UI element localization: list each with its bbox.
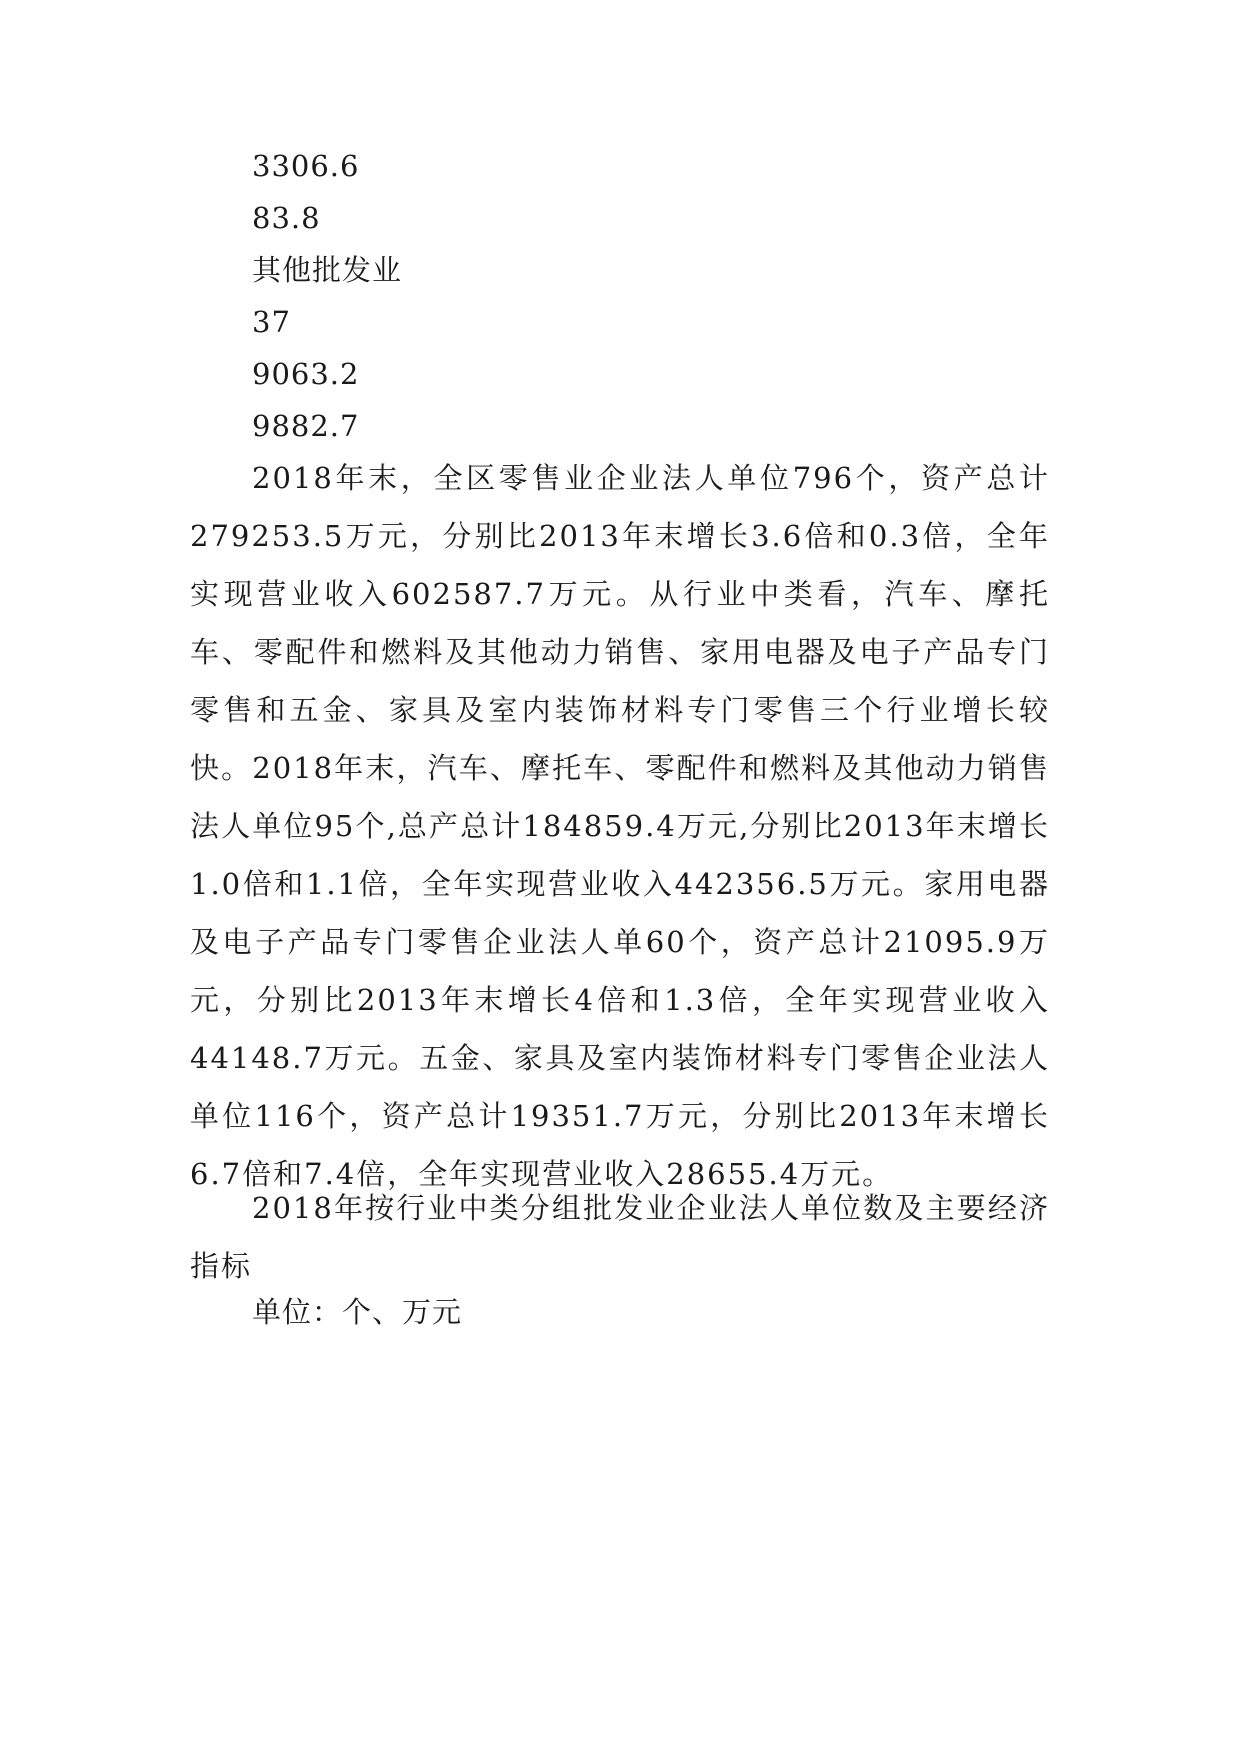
table-value: 37: [252, 305, 291, 339]
table-value: 9063.2: [252, 357, 360, 391]
retail-summary-paragraph: 2018年末，全区零售业企业法人单位796个，资产总计279253.5万元，分别比2013年末增长3.6倍和0.3倍，全年实现营业收入602587.7万元。从行业中类看，汽车、摩托车、零配件和燃料及其他动力销售、家用电器及电子产品专门零售和五金、家具及室内装饰材料专门零售三个行业增长较快。2018年末，汽车、摩托车、零配件和燃料及其他动力销售法人单位95个,总产总计184859.4万元,分别比2013年末增长1.0倍和1.1倍，全年实现营业收入442356.5万元。家用电器及电子产品专门零售企业法人单60个，资产总计21095.9万元，分别比2013年末增长4倍和1.3倍，全年实现营业收入44148.7万元。五金、家具及室内装饰材料专门零售企业法人单位116个，资产总计19351.7万元，分别比2013年末增长6.7倍和7.4倍，全年实现营业收入28655.4万元。: [190, 461, 1050, 1191]
table-value: 83.8: [252, 201, 321, 235]
table-title-paragraph: 2018年按行业中类分组批发业企业法人单位数及主要经济指标: [190, 1191, 1050, 1283]
table-value: 9882.7: [252, 409, 360, 443]
table-row-label: 其他批发业: [252, 253, 403, 287]
table-value: 3306.6: [252, 149, 360, 183]
unit-line: 单位：个、万元: [252, 1295, 463, 1329]
